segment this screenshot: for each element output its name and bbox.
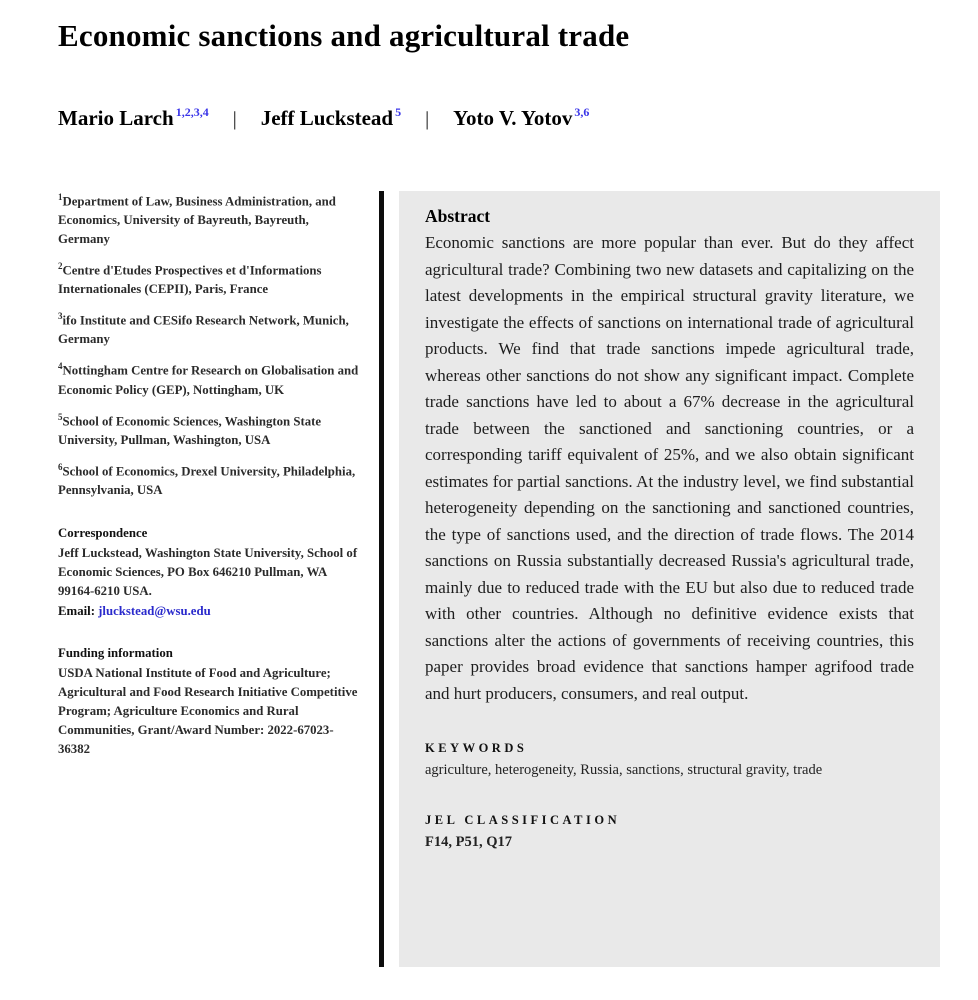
author-2-superscript: 5 — [395, 105, 402, 119]
correspondence-text: Jeff Luckstead, Washington State University, School of Economic Sciences, PO Box 646210 Pullman, WA 99164-6210 USA. — [58, 545, 358, 598]
affiliation-5 — [58, 411, 363, 450]
affiliation-2 — [58, 260, 363, 299]
author-separator: | — [425, 108, 430, 130]
affiliation-6-number: 6 — [58, 461, 63, 472]
affiliation-6-text: School of Economics, Drexel University, Philadelphia, Pennsylvania, USA — [58, 463, 356, 497]
abstract-panel — [399, 191, 940, 967]
affiliation-1-text: Department of Law, Business Administration, and Economics, University of Bayreuth, Bayreuth, Germany — [58, 194, 336, 247]
affiliations-column — [58, 191, 363, 967]
author-1-name: Mario Larch — [58, 106, 174, 130]
email-line — [58, 602, 363, 621]
funding-heading: Funding information — [58, 646, 173, 661]
author-1-superscript: 1,2,3,4 — [175, 105, 209, 119]
affiliation-4-number: 4 — [58, 361, 63, 372]
affiliation-4-text: Nottingham Centre for Research on Globalisation and Economic Policy (GEP), Nottingham, UK — [58, 363, 359, 397]
funding-text: USDA National Institute of Food and Agriculture; Agricultural and Food Research Initiative Competitive Program; Agriculture Economics and Rural Communities, Grant/Award Number: 2022-67023-36382 — [58, 666, 358, 757]
jel-heading: JEL CLASSIFICATION — [425, 813, 621, 828]
author-line — [58, 106, 940, 131]
email-link[interactable]: jluckstead@wsu.edu — [98, 603, 211, 618]
email-label: Email: — [58, 603, 95, 618]
page-title: Economic sanctions and agricultural trade — [58, 18, 630, 53]
jel-text: F14, P51, Q17 — [425, 834, 512, 851]
author-3-superscript: 3,6 — [574, 105, 590, 119]
affiliation-3-number: 3 — [58, 311, 63, 322]
affiliation-5-text: School of Economic Sciences, Washington State University, Pullman, Washington, USA — [58, 413, 322, 447]
abstract-body: Economic sanctions are more popular than ever. But do they affect agricultural trade? Combining two new datasets and capitalizing on the latest developments in the empirical structural gravity literature, we investigate the effects of sanctions on international trade of agricultural products. We find that trade sanctions impede agricultural trade, whereas other sanctions do not show any significant impact. Complete trade sanctions have led to about a 67% decrease in the agricultural trade between the sanctioned and sanctioning countries, or a corresponding tariff equivalent of 25%, and we also obtain significant estimates for partial sanctions. At the industry level, we find substantial heterogeneity depending on the sanctioning and sanctioned countries, the type of sanctions used, and the direction of trade flows. The 2014 sanctions on Russia substantially decreased Russia's agricultural trade, mainly due to reduced trade with the EU but also due to reduced trade with other countries. Although no definitive evidence exists that sanctions alter the actions of governments of receiving countries, this paper provides broad evidence that sanctions hamper agrifood trade and hurt producers, consumers, and real output. — [425, 233, 914, 703]
author-2-name: Jeff Luckstead — [260, 106, 394, 130]
affiliation-2-text: Centre d'Etudes Prospectives et d'Informations Internationales (CEPII), Paris, France — [58, 263, 322, 297]
affiliation-2-number: 2 — [58, 261, 63, 272]
abstract-heading: Abstract — [425, 206, 491, 226]
vertical-divider — [379, 191, 384, 967]
author-1 — [58, 106, 209, 131]
two-column-area — [58, 191, 940, 967]
affiliation-1-number: 1 — [58, 192, 63, 202]
author-separator: | — [232, 108, 237, 130]
author-2 — [261, 106, 401, 131]
author-3 — [453, 106, 589, 131]
author-3-name: Yoto V. Yotov — [453, 106, 573, 130]
affiliation-5-number: 5 — [58, 411, 63, 422]
affiliation-4 — [58, 360, 363, 399]
affiliation-1 — [58, 191, 363, 249]
affiliation-3-text: ifo Institute and CESifo Research Network, Munich, Germany — [58, 313, 349, 347]
keywords-heading: KEYWORDS — [425, 741, 528, 756]
affiliation-3 — [58, 310, 363, 349]
keywords-text: agriculture, heterogeneity, Russia, sanctions, structural gravity, trade — [425, 762, 823, 779]
correspondence-heading: Correspondence — [58, 525, 148, 540]
affiliation-6 — [58, 461, 363, 500]
